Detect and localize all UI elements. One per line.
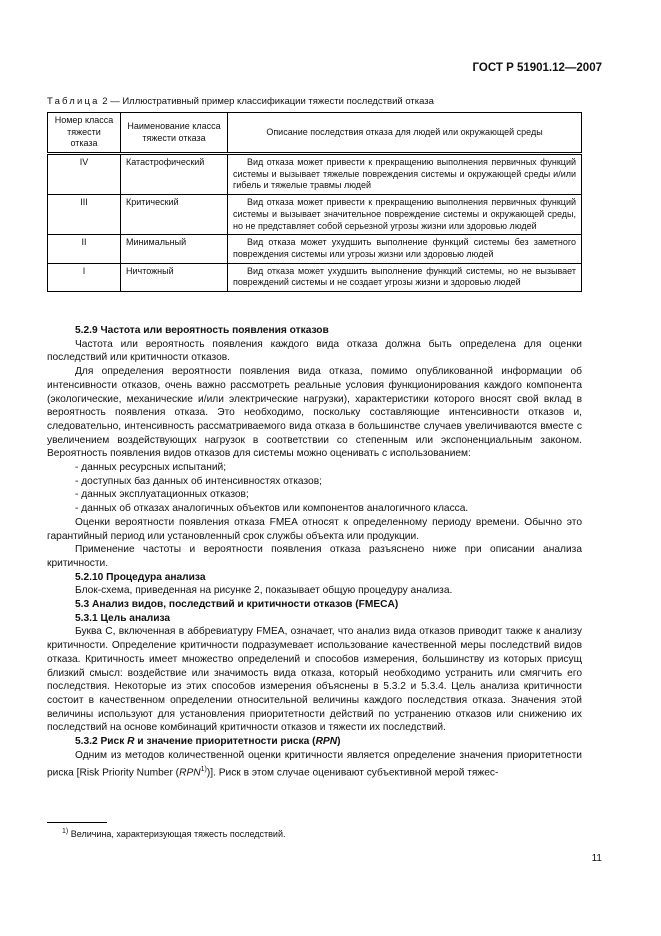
- table-row: [48, 195, 582, 235]
- paragraph: Применение частоты и вероятности появления отказа разъяснено ниже при описании анализа критичности.: [47, 544, 582, 569]
- header-description: Описание последствия отказа для людей или окружающей среды: [228, 113, 582, 154]
- class-description: Вид отказа может привести к прекращению выполнения первичных функций системы и вызывает тяжелые повреждения системы и окружающей среды и/или гибель и тяжелые травмы людей: [228, 154, 582, 195]
- body-text: [47, 324, 582, 780]
- table-caption: [47, 96, 434, 107]
- paragraph: Для определения вероятности появления вида отказа, помимо опубликованной информации об интенсивности отказов, очень важно рассмотреть реальные условия функционирования каждого компонента (экологические, механические и/или электрические нагрузки), характеристики которого вносят свой вклад в вероятность появления отказа. Это необходимо, поскольку составляющие интенсивности отказов и, следовательно, интенсивность рассматриваемого вида отказа в большинстве случаев увеличиваются вместе с увеличением воздействующих нагрузок в соответствии со степенным или экспоненциальным законом. Вероятность появления видов отказов для системы можно оценивать с использованием:: [47, 366, 582, 460]
- header-class-number: Номер класса тяжести отказа: [48, 113, 121, 154]
- heading-5-3-2: [47, 735, 582, 749]
- class-description: Вид отказа может ухудшить выполнение функций системы, но не вызывает повреждений системы и не создает угрозы жизни и здоровью людей: [228, 263, 582, 291]
- table-row: [48, 235, 582, 263]
- footnote-divider: [47, 822, 107, 823]
- class-description: Вид отказа может привести к прекращению выполнения первичных функций системы и вызывает значительное повреждение системы и окружающей среды, но не представляет собой серьезной угрозы жизни или здоровью людей: [228, 195, 582, 235]
- footnote-text: Величина, характеризующая тяжесть последствий.: [68, 829, 286, 839]
- class-number: III: [48, 195, 121, 235]
- standard-number: ГОСТ Р 51901.12—2007: [472, 62, 602, 74]
- footnote-ref: 1): [200, 765, 207, 773]
- table-header-row: [48, 113, 582, 154]
- footnote: [62, 828, 285, 839]
- heading-part: R: [127, 736, 135, 748]
- paragraph: Блок-схема, приведенная на рисунке 2, показывает общую процедуру анализа.: [75, 585, 453, 597]
- heading-5-2-9: 5.2.9 Частота или вероятность появления отказов: [75, 325, 329, 336]
- class-name: Ничтожный: [121, 263, 228, 291]
- heading-5-2-10: 5.2.10 Процедура анализа: [75, 571, 206, 583]
- table-row: [48, 154, 582, 195]
- footnote-mark: 1): [62, 828, 69, 835]
- list-item: - данных об отказах аналогичных объектов или компонентов аналогичного класса.: [75, 503, 469, 515]
- table-caption-text: 2 — Иллюстративный пример классификации тяжести последствий отказа: [99, 96, 434, 107]
- heading-part: 5.3.2 Риск: [75, 736, 128, 748]
- class-name: Минимальный: [121, 235, 228, 263]
- text-part: RPN: [179, 766, 201, 778]
- heading-part: ): [337, 736, 341, 748]
- heading-5-3: 5.3 Анализ видов, последствий и критичности отказов (FMECA): [75, 599, 399, 611]
- paragraph: Частота или вероятность появления каждого вида отказа должна быть определена для оценки последствий или критичности отказов.: [47, 338, 582, 364]
- table-caption-label: Таблица: [47, 96, 100, 107]
- text-part: )]. Риск в этом случае оценивают субъективной мерой тяжес-: [206, 766, 499, 778]
- table-row: [48, 263, 582, 291]
- class-description: Вид отказа может ухудшить выполнение функций системы без заметного повреждения системы или угрозы жизни или здоровью людей: [228, 235, 582, 263]
- paragraph: [47, 749, 582, 780]
- class-name: Катастрофический: [121, 154, 228, 195]
- class-number: IV: [48, 154, 121, 195]
- heading-5-3-1: 5.3.1 Цель анализа: [75, 612, 171, 624]
- list-item: - доступных баз данных об интенсивностях отказов;: [75, 475, 322, 487]
- class-number: I: [48, 263, 121, 291]
- paragraph: Буква С, включенная в аббревиатуру FMEA, означает, что анализ вида отказов приводит также к анализу критичности. Определение критичности подразумевает использование качественной меры последствий видов отказа. Критичность имеет множество определений и способов измерения, большинству из которых присущ близкий смысл: воздействие или значимость вида отказа, который необходимо устранить или смягчить его последствия. Некоторые из этих способов измерения объяснены в 5.3.2 и 5.3.4. Цель анализа критичности состоит в качественном определении относительной величины каждого последствия отказа. Значения этой величины используют для установления приоритетности действий по устранению отказов или снижению их последствий на основе комбинаций критичности отказов и тяжести их последствий.: [47, 626, 582, 734]
- list-item: - данных эксплуатационных отказов;: [75, 489, 249, 501]
- severity-table: [47, 112, 582, 292]
- heading-part: RPN: [315, 736, 338, 748]
- list-item: - данных ресурсных испытаний;: [75, 462, 227, 474]
- class-name: Критический: [121, 195, 228, 235]
- header-class-name: Наименование класса тяжести отказа: [121, 113, 228, 154]
- text-part: Одним из методов количественной оценки критичности является определение значения приоритетности риска [Risk Priority Number (: [47, 749, 582, 778]
- class-number: II: [48, 235, 121, 263]
- paragraph: Оценки вероятности появления отказа FMEA относят к определенному периоду времени. Обычно это гарантийный период или установленный срок службы объекта или продукции.: [47, 516, 582, 542]
- heading-part: и значение приоритетности риска (: [134, 736, 316, 748]
- page-number: 11: [591, 853, 602, 864]
